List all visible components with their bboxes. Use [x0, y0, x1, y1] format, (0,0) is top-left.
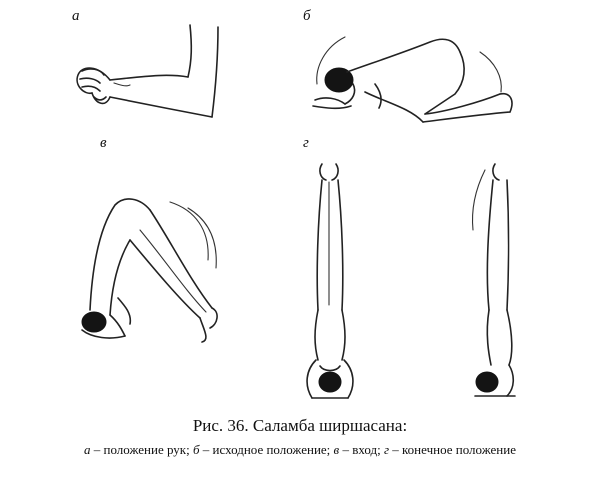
figure-entry-illustration	[70, 190, 240, 350]
figure-hands-illustration	[70, 25, 230, 120]
caption-text-a: – положение рук;	[90, 442, 193, 457]
label-g: г	[303, 135, 309, 151]
caption-text-v: – вход;	[339, 442, 384, 457]
figure-final-front-illustration	[292, 160, 372, 405]
caption-letter-b: б	[192, 442, 200, 457]
figure-starting-position-illustration	[305, 22, 525, 132]
caption-text-g: – конечное положение	[389, 442, 516, 457]
figure-caption-description	[0, 442, 600, 458]
caption-letter-a: а	[84, 442, 91, 457]
figure-caption-title: Рис. 36. Саламба ширшасана:	[192, 416, 408, 435]
figure-final-side-illustration	[455, 160, 535, 405]
label-v: в	[100, 135, 107, 151]
caption-letter-g: г	[383, 442, 390, 457]
caption-text-b: – исходное положение;	[199, 442, 334, 457]
caption-letter-v: в	[333, 442, 340, 457]
label-a: а	[72, 8, 80, 24]
label-b: б	[303, 8, 311, 24]
